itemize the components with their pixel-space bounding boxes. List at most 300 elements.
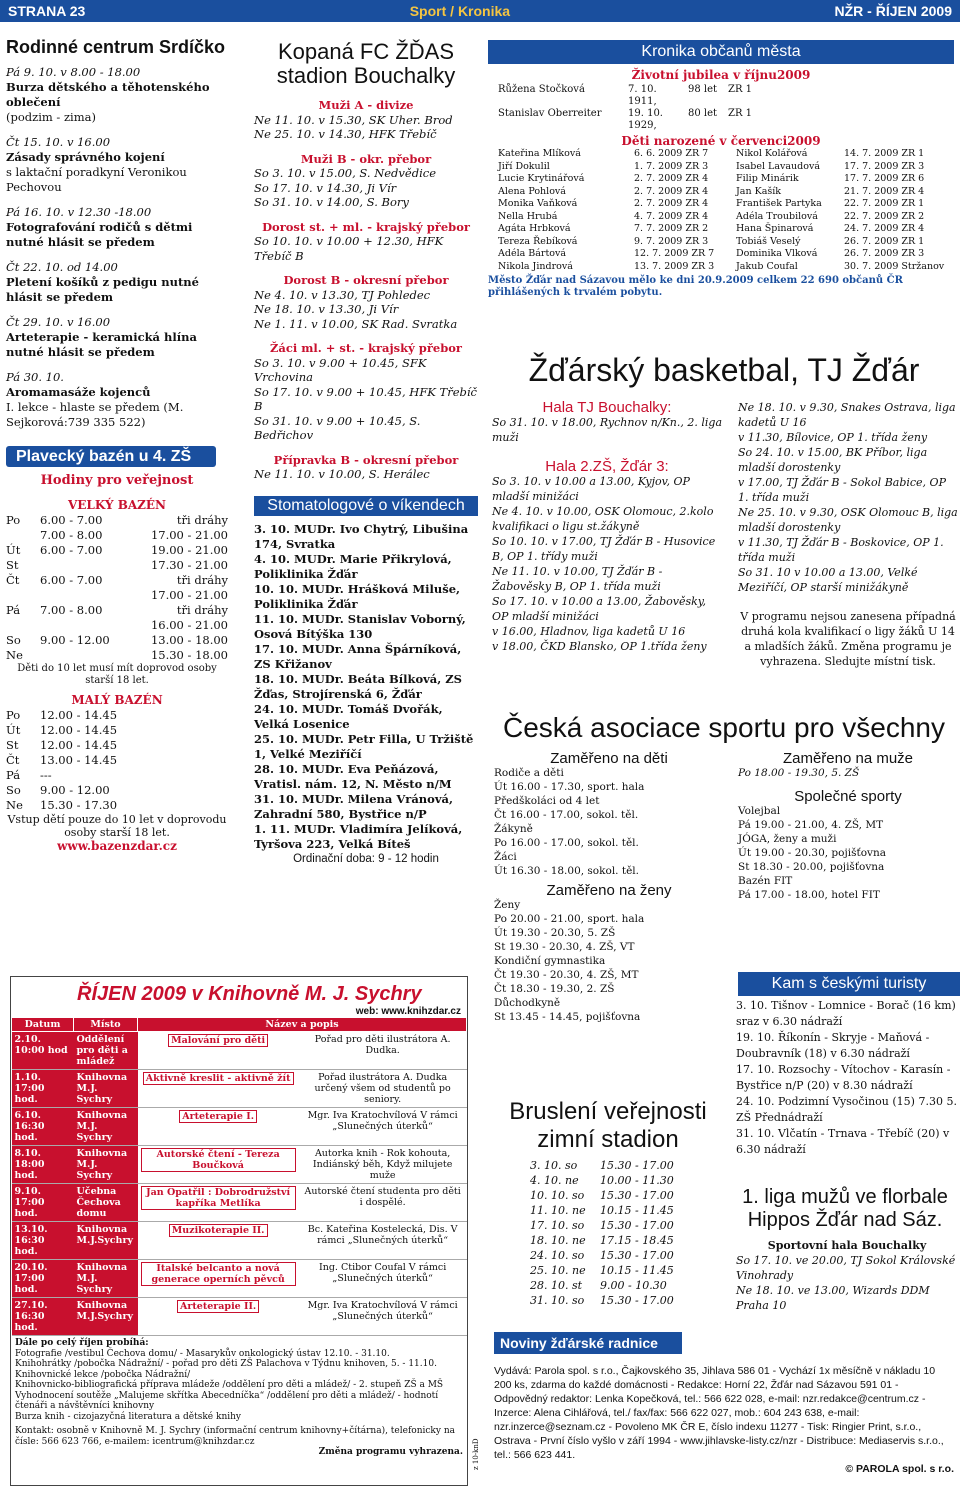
library-date: 6.10. 16:30 hod. [12, 1108, 74, 1146]
asoc-line: Čt 16.00 - 17.00, sokol. těl. [494, 809, 639, 821]
item-title: Pletení košíků z pedigu nutné hlásit se předem [6, 275, 199, 304]
library-desc: Ing. Ctibor Coufal V rámci „Slunečných úterků“ [299, 1260, 467, 1298]
basket-match: So 3. 10. v 10.00 a 13.00, Kyjov, OP mladší minižáci [492, 475, 690, 503]
match-line: Ne 11. 10. v 10.00, S. Herálec [254, 467, 430, 481]
kronika-column [488, 40, 954, 299]
library-more-item: Burza knih - cizojazyčná literatura a dětské knihy [15, 1411, 242, 1422]
small-pool-note: Vstup dětí pouze do 10 let v doprovodu osoby starší 18 let. [7, 813, 227, 839]
asoc-title: Česká asociace sportu pro všechny [503, 712, 945, 743]
florbal-match: Ne 18. 10. ve 13.00, Wizards DDM Praha 10 [736, 1284, 930, 1312]
pool-cell: 9.00 - 12.00 [40, 783, 110, 797]
skating-cell: 15.30 - 17.00 [600, 1294, 674, 1307]
born-cell: 7. 7. 2009 ZR 2 [634, 223, 709, 234]
dentist-line: 4. 10. MUDr. Marie Přikrylová, Poliklinika Žďár [254, 552, 452, 581]
skating-cell: 17. 10. so [530, 1219, 585, 1232]
jubilee-cell: ZR 1 [728, 108, 753, 119]
library-date: 9.10. 17:00 hod. [12, 1184, 74, 1222]
match-line: So 31. 10. v 14.00, S. Bory [254, 195, 409, 209]
jubilee-cell: Stanislav Oberreiter [498, 108, 602, 119]
asoc-right [738, 752, 958, 902]
srdicko-item [6, 370, 228, 430]
pool-row [6, 798, 228, 813]
stomat-hours: Ordinační doba: 9 - 12 hodin [293, 853, 439, 865]
kopana-column [254, 40, 478, 867]
library-place: Oddělení pro děti a mládež [74, 1032, 138, 1070]
pool-cell: Ne [6, 798, 23, 812]
born-cell: Lucie Krytinářová [498, 173, 585, 184]
match-line: Ne 25. 10. v 14.30, HFK Třebíč [254, 127, 437, 141]
match-group-title: Muži A - divize [318, 98, 414, 112]
library-desc: Pořad pro děti ilustrátora A. Dudka. [299, 1032, 467, 1070]
born-cell: 12. 7. 2009 ZR 7 [634, 248, 715, 259]
pool-cell: So [6, 633, 21, 647]
pool-cell: 12.00 - 14.45 [40, 708, 118, 722]
asoc-line: Důchodkyně [494, 997, 561, 1009]
born-row [498, 211, 736, 224]
library-place: Knihovna M.J. Sychry [74, 1146, 138, 1184]
deti-title: Zaměřeno na děti [550, 750, 668, 767]
library-event [138, 1032, 299, 1070]
library-event [138, 1070, 299, 1108]
item-date: Čt 15. 10. v 16.00 [6, 135, 111, 149]
srdicko-item [6, 315, 228, 360]
big-pool-table [6, 513, 228, 663]
page-header [0, 0, 960, 22]
skating-cell: 15.30 - 17.00 [600, 1249, 674, 1262]
asoc-line: Žáci [494, 851, 517, 863]
page-number: STRANA 23 [8, 3, 86, 19]
skating-row [530, 1203, 710, 1218]
born-cell: 6. 6. 2009 ZR 7 [634, 148, 709, 159]
pool-cell: 16.00 - 21.00 [150, 618, 228, 632]
pool-cell: 17.00 - 21.00 [150, 588, 228, 602]
col-misto: Místo [74, 1018, 138, 1032]
asoc-line: Ženy [494, 899, 521, 911]
match-line: So 10. 10. v 10.00 + 12.30, HFK Třebíč B [254, 234, 444, 263]
library-event [138, 1260, 299, 1298]
item-date: Čt 22. 10. od 14.00 [6, 260, 118, 274]
impressum [494, 1364, 954, 1476]
library-desc: Pořad ilustrátora A. Dudka určený všem od studentů po seniory. [299, 1070, 467, 1108]
item-date: Pá 16. 10. v 12.30 -18.00 [6, 205, 152, 219]
dentist-line: 10. 10. MUDr. Hrášková Miluše, Poliklinika Žďár [254, 582, 461, 611]
pool-cell [6, 588, 40, 603]
pool-cell: Čt [6, 573, 20, 587]
pool-cell: St [6, 738, 19, 752]
bazen-hours-title: Hodiny pro veřejnost [40, 473, 194, 488]
match-group-title: Žáci ml. + st. - krajský přebor [270, 341, 462, 355]
born-cell: 2. 7. 2009 ZR 4 [634, 198, 709, 209]
born-row [498, 248, 736, 261]
trip-line: 17. 10. Rozsochy - Vítochov - Karasín - Bystřice n/P (20) v 8.30 nádraží [736, 1063, 951, 1092]
asoc-line: Pá 19.00 - 21.00, 4. ZŠ, MT [738, 819, 884, 831]
skating-row [530, 1173, 710, 1188]
dentist-line: 24. 10. MUDr. Tomáš Dvořák, Velká Losenice [254, 702, 443, 731]
bazen-web-link[interactable]: www.bazenzdar.cz [57, 839, 177, 853]
bazen-title: Plavecký bazén u 4. ZŠ [6, 446, 216, 467]
library-change: Změna programu vyhrazena. [318, 1447, 463, 1457]
jubilee-cell: 80 let [688, 108, 718, 119]
skating-cell: 28. 10. st [530, 1279, 583, 1292]
brusleni-title: Bruslení veřejnosti zimní stadion [509, 1098, 707, 1153]
pool-cell: 6.00 - 7.00 [40, 543, 103, 557]
pool-cell: Pá [6, 768, 21, 782]
pool-cell [40, 588, 112, 603]
hall1-title: Hala TJ Bouchalky: [542, 399, 672, 416]
born-cell: Nikol Kolářová [736, 148, 808, 159]
library-place: Knihovna M.J.Sychry [74, 1298, 138, 1336]
skating-cell: 25. 10. ne [530, 1264, 586, 1277]
asoc-line: Předškoláci od 4 let [494, 795, 600, 807]
item-date: Pá 9. 10. v 8.00 - 18.00 [6, 65, 141, 79]
basket-note: V programu nejsou zanesena případná druhá kola kvalifikací o ligy žáků U 14 a mladších žáků. Změna programu je vyhrazena. Sledujte místní tisk. [740, 610, 956, 668]
asoc-line: Po 20.00 - 21.00, sport. hala [494, 913, 645, 925]
skating-cell: 18. 10. ne [530, 1234, 586, 1247]
born-cell: 2. 7. 2009 ZR 4 [634, 173, 709, 184]
library-row [12, 1298, 467, 1336]
asoc-line: Pá 17.00 - 18.00, hotel FIT [738, 889, 880, 901]
pool-cell: Út [6, 543, 21, 557]
skating-cell: 10.15 - 11.45 [600, 1204, 674, 1217]
stomat-list [254, 522, 478, 851]
skating-cell: 9.00 - 10.30 [600, 1279, 667, 1292]
born-cell: 14. 7. 2009 ZR 1 [844, 148, 925, 159]
asoc-line: Čt 19.30 - 20.30, 4. ZŠ, MT [494, 969, 639, 981]
pool-cell [40, 618, 112, 633]
dentist-line: 11. 10. MUDr. Stanislav Voborný, Osová Bítýška 130 [254, 612, 466, 641]
born-row [736, 161, 954, 174]
library-row [12, 1260, 467, 1298]
item-note: I. lekce - hlaste se předem (M. Sejkorová:739 335 522) [6, 400, 184, 429]
jubilee-cell: 7. 10. 1911, [628, 84, 657, 107]
library-event-name: Italské belcanto a nová generace operních pěvců [141, 1262, 296, 1286]
skating-row [530, 1158, 710, 1173]
library-event-name: Aktivně kreslit - aktivně žít [143, 1072, 294, 1085]
pool-cell: 17.30 - 21.00 [150, 558, 228, 572]
born-row [498, 198, 736, 211]
basket-match: So 31. 10 v 10.00 a 13.00, Velké Meziříčí, OP starší minižákyně [738, 566, 918, 594]
library-desc: Autorka knih - Rok kohouta, Indiánský běh, Když milujete muže [299, 1146, 467, 1184]
item-title: Arteterapie - keramická hlína nutné hlásit se předem [6, 330, 197, 359]
skating-cell: 15.30 - 17.00 [600, 1189, 674, 1202]
asoc-line: Út 19.30 - 20.30, 5. ZŠ [494, 927, 616, 939]
born-cell: 26. 7. 2009 ZR 1 [844, 235, 925, 247]
pool-cell: So [6, 783, 21, 797]
stomat-title: Stomatologové o víkendech [254, 496, 478, 517]
library-row [12, 1032, 467, 1070]
born-cell: 17. 7. 2009 ZR 6 [844, 173, 925, 184]
dentist-line: 1. 11. MUDr. Vladimíra Jelíková, Tyršova 223, Velká Bíteš [254, 822, 463, 851]
born-row [498, 223, 736, 236]
pool-row [6, 723, 228, 738]
srdicko-item [6, 65, 228, 125]
born-cell: 2. 7. 2009 ZR 4 [634, 185, 709, 197]
match-line: So 31. 10. v 9.00 + 10.45, S. Bedřichov [254, 413, 421, 442]
asoc-line: Žákyně [494, 823, 533, 835]
born-cell: 17. 7. 2009 ZR 3 [844, 160, 925, 172]
skating-cell: 15.30 - 17.00 [600, 1219, 674, 1232]
pool-cell: tři dráhy [176, 603, 228, 617]
srdicko-list [6, 65, 228, 430]
skating-cell: 15.30 - 17.00 [600, 1159, 674, 1172]
jubilee-cell: 19. 10. 1929, [628, 108, 663, 131]
jubilee-cell: Růžena Stočková [498, 84, 585, 95]
srdicko-title: Rodinné centrum Srdíčko [6, 37, 226, 57]
born-row [736, 223, 954, 236]
brusleni-table [530, 1158, 710, 1308]
dentist-line: 31. 10. MUDr. Milena Vránová, Zahradní 580, Bystřice n/P [254, 792, 453, 821]
born-row [736, 186, 954, 199]
asoc-line: St 19.30 - 20.30, 4. ZŠ, VT [494, 941, 635, 953]
basket-left [492, 400, 722, 654]
trip-line: 24. 10. Podzimní Vysočinou (15) 7.30 5. ZŠ Přednádraží [736, 1095, 957, 1124]
col-nazev: Název a popis [138, 1018, 467, 1032]
small-pool-table [6, 708, 228, 813]
library-more-item: Fotografie /vestibul Čechova domu/ - Masarykův onkologický ústav 12.10. - 31.10. [15, 1348, 390, 1359]
pool-cell: 6.00 - 7.00 [40, 573, 103, 587]
library-row [12, 1146, 467, 1184]
pool-cell [6, 528, 40, 543]
pool-cell [40, 558, 112, 573]
born-cell: 4. 7. 2009 ZR 4 [634, 210, 709, 222]
jubilee-cell: ZR 1 [728, 84, 753, 95]
skating-cell: 10.00 - 11.30 [600, 1174, 674, 1187]
pool-row [6, 618, 228, 633]
pool-row [6, 783, 228, 798]
basket-match: So 10. 10. v 17.00, TJ Žďár B - Husovice B, OP 1. třídy muži [492, 535, 716, 563]
item-title: Fotografování rodičů s dětmi nutné hlásit se předem [6, 220, 193, 249]
library-place: Knihovna M.J. Sychry [74, 1108, 138, 1146]
basket-match: So 31. 10. v 18.00, Rychnov n/Kn., 2. liga muži [492, 416, 723, 444]
dentist-line: 25. 10. MUDr. Petr Filla, U Tržiště 1, Velké Meziříčí [254, 732, 474, 761]
born-cell: 22. 7. 2009 ZR 1 [844, 198, 925, 209]
library-date: 1.10. 17:00 hod. [12, 1070, 74, 1108]
skating-row [530, 1263, 710, 1278]
pool-cell: 17.00 - 21.00 [150, 528, 228, 542]
population-summary: Město Žďár nad Sázavou mělo ke dni 20.9.2009 celkem 22 690 občanů ČR přihlášených k trvalém pobytu. [488, 275, 903, 298]
skating-row [530, 1248, 710, 1263]
match-group-title: Muži B - okr. přebor [300, 151, 432, 166]
asoc-line: Bazén FIT [738, 875, 793, 887]
pool-cell: 7.00 - 8.00 [40, 528, 103, 542]
library-row [12, 1184, 467, 1222]
born-cell: Kateřina Mlíková [498, 148, 581, 159]
basket-match: v 11.30, TJ Žďár B - Boskovice, OP 1. třída muži [738, 536, 944, 564]
pool-row [6, 633, 228, 648]
library-more-title: Dále po celý říjen probíhá: [15, 1338, 149, 1348]
library-event-name: Arteterapie II. [177, 1300, 259, 1313]
pool-cell: Po [6, 513, 21, 527]
impressum-text: Vydává: Parola spol. s r.o., Čajkovského 35, Jihlava 586 01 - Vychází 1x měsíčně v nákladu 10 200 ks, zdarma do každé domácnosti - Redakce: Horní 22, Žďár nad Sázavou 591 01 - Odpovědný redaktor: Lenka Kopečková, tel.: 566 622 028, e-mail: nzr.redakce@centrum.cz - Inzerce: Alena Cihlářová, tel./ fax/fax: 566 622 027, mob.: 604 243 638, e-mail: nzr.inzerce@seznam.cz - Povoleno MK ČR E, číslo indexu 11277 - Tisk: Ringier Print, s.r.o., Ostrava - První číslo vyšlo v září 1994 - www.jihlavske-listy.cz/nzr - Distribuce: Mediaservis s.r.o., tel.: 566 623 441. [494, 1365, 944, 1461]
item-date: Čt 29. 10. v 16.00 [6, 315, 111, 329]
florbal-title: 1. liga mužů ve florbale Hippos Žďár nad Sáz. [742, 1186, 948, 1231]
asoc-line: Út 16.00 - 17.30, sport. hala [494, 781, 645, 793]
library-event [138, 1184, 299, 1222]
skating-cell: 3. 10. so [530, 1159, 578, 1172]
small-pool-title: MALÝ BAZÉN [71, 693, 163, 707]
florbal-box [736, 1238, 958, 1313]
skating-cell: 4. 10. ne [530, 1174, 579, 1187]
born-cell: Alena Pohlová [498, 185, 566, 197]
basket-match: v 17.00, TJ Žďár B - Sokol Babice, OP 1. třída muži [738, 476, 946, 504]
born-row [498, 148, 736, 161]
jubilee-table [488, 84, 954, 132]
library-event-name: Jan Opatřil : Dobrodružství kapříka Metlíka [141, 1186, 296, 1210]
item-title: Burza dětského a těhotenského oblečení [6, 80, 210, 109]
born-row [736, 198, 954, 211]
pool-row [6, 738, 228, 753]
born-row [736, 261, 954, 274]
skating-row [530, 1278, 710, 1293]
hall2-title: Hala 2.ZŠ, Žďár 3: [545, 458, 669, 475]
pool-cell: 15.30 - 18.00 [150, 648, 228, 662]
jubilee-cell: 98 let [688, 84, 718, 95]
born-cell: Monika Vaňková [498, 198, 578, 209]
pool-cell: 6.00 - 7.00 [40, 513, 103, 527]
match-line: So 3. 10. v 15.00, S. Nedvědice [254, 166, 437, 180]
library-place: Knihovna M.J.Sychry [74, 1222, 138, 1260]
born-cell: Dominika Vlková [736, 248, 818, 259]
trip-line: 3. 10. Tišnov - Lomnice - Borač (16 km) sraz v 6.30 nádraží [736, 999, 956, 1028]
pool-cell: Čt [6, 753, 20, 767]
muze-title: Zaměřeno na muže [782, 750, 914, 767]
pool-cell [40, 648, 112, 663]
asoc-line: St 18.30 - 20.00, pojišťovna [738, 861, 885, 873]
library-event-name: Malování pro děti [168, 1034, 268, 1047]
basket-match: v 18.00, ČKD Blansko, OP 1.třída ženy [492, 640, 707, 653]
dentist-line: 3. 10. MUDr. Ivo Chytrý, Libušina 174, Svratka [254, 522, 469, 551]
born-cell: Nikola Jindrová [498, 260, 573, 272]
born-cell: 30. 7. 2009 Stržanov [844, 260, 945, 272]
asoc-line: Volejbal [738, 805, 781, 817]
pool-row [6, 603, 228, 618]
trip-line: 19. 10. Říkonín - Skryje - Maňová - Doubravník (18) v 6.30 nádraží [736, 1031, 930, 1060]
florbal-hall: Sportovní hala Bouchalky [767, 1239, 927, 1252]
library-event-name: Arteterapie I. [179, 1110, 257, 1123]
library-place: Učebna Čechova domu [74, 1184, 138, 1222]
item-title: Aromamasáže kojenců [6, 385, 151, 399]
big-pool-title: VELKÝ BAZÉN [67, 498, 167, 512]
library-event [138, 1146, 299, 1184]
born-row [736, 148, 954, 161]
library-table [11, 1017, 467, 1336]
srdicko-item [6, 135, 228, 195]
library-more-item: Knihovnické lekce /pobočka Nádražní/ [15, 1369, 191, 1380]
florbal-match: So 17. 10. ve 20.00, TJ Sokol Královské Vinohrady [736, 1254, 956, 1282]
born-cell: 24. 7. 2009 ZR 4 [844, 223, 925, 234]
pool-cell: 15.30 - 17.30 [40, 798, 118, 812]
born-row [498, 161, 736, 174]
born-row [736, 211, 954, 224]
skating-cell: 31. 10. so [530, 1294, 585, 1307]
pool-row [6, 588, 228, 603]
basket-match: So 24. 10. v 15.00, BK Příbor, liga mladší dorostenky [738, 446, 928, 474]
pool-cell: --- [40, 768, 52, 782]
pool-cell: Pá [6, 603, 21, 617]
library-row [12, 1222, 467, 1260]
library-desc: Mgr. Iva Kratochvílová V rámci „Slunečných úterků“ [299, 1298, 467, 1336]
pool-row [6, 543, 228, 558]
issue-label: NŽR - ŘÍJEN 2009 [834, 3, 952, 19]
match-group-title: Dorost st. + ml. - krajský přebor [262, 219, 470, 234]
born-row [498, 173, 736, 186]
library-date: 13.10. 16:30 hod. [12, 1222, 74, 1260]
pool-row [6, 558, 228, 573]
pool-row [6, 648, 228, 663]
born-row [736, 248, 954, 261]
born-cell: Isabel Lavaudová [736, 160, 821, 172]
kronika-title: Kronika občanů města [488, 40, 954, 64]
library-row [12, 1070, 467, 1108]
pool-row [6, 708, 228, 723]
library-title: ŘÍJEN 2009 v Knihovně M. J. Sychry [77, 983, 422, 1005]
born-cell: Hana Špinarová [736, 223, 814, 234]
born-row [736, 173, 954, 186]
library-date: 20.10. 17:00 hod. [12, 1260, 74, 1298]
born-cell: Tereza Řebíková [498, 235, 578, 247]
skating-row [530, 1293, 710, 1308]
pool-cell: St [6, 558, 19, 572]
born-row [498, 186, 736, 199]
born-cell: Jakub Coufal [736, 260, 798, 272]
basket-match: Ne 4. 10. v 10.00, OSK Olomouc, 2.kolo kvalifikaci o ligu st.žákyně [492, 505, 714, 533]
born-cell: Jiří Dokulil [498, 160, 550, 172]
pool-cell: tři dráhy [176, 513, 228, 527]
basket-title: Žďárský basketbal, TJ Žďár [528, 352, 920, 388]
asoc-line: Út 16.30 - 18.00, sokol. těl. [494, 865, 639, 877]
library-place: Knihovna M.J. Sychry [74, 1260, 138, 1298]
dentist-line: 28. 10. MUDr. Eva Peňázová, Vratisl. nám. 12, N. Město n/M [254, 762, 452, 791]
basket-match: So 17. 10. v 10.00 a 13.00, Žabověsky, OP mladší minižáci [492, 595, 707, 623]
library-box [10, 976, 468, 1486]
noviny-title: Noviny žďárské radnice [494, 1332, 682, 1354]
match-line: So 17. 10. v 14.30, Ji Vír [254, 180, 397, 195]
col-datum: Datum [12, 1018, 74, 1032]
asoc-line: Út 19.00 - 20.30, pojišťovna [738, 847, 886, 859]
born-cell: 13. 7. 2009 ZR 3 [634, 260, 715, 272]
skating-cell: 17.15 - 18.45 [600, 1234, 674, 1247]
born-cell: 1. 7. 2009 ZR 3 [634, 160, 709, 172]
match-group-title: Přípravka B - okresní přebor [273, 452, 459, 467]
born-cell: Adéla Bártová [498, 248, 567, 259]
asoc-line: JÓGA, ženy a muži [738, 833, 837, 845]
born-table [488, 148, 954, 273]
library-row [12, 1108, 467, 1146]
basket-match: Ne 11. 10. v 10.00, TJ Žďár B - Žabověsky B, OP 1. třída muži [492, 565, 663, 593]
library-more-item: Knihohrátky /pobočka Nádražní/ - pořad pro děti ZŠ Palachova v Týdnu knihoven, 5. - 11.10. [15, 1359, 437, 1369]
item-note: (podzim - zima) [6, 110, 96, 124]
library-web[interactable]: web: www.knihzdar.cz [355, 1006, 461, 1017]
pool-cell: 19.00 - 21.00 [150, 543, 228, 557]
basket-right [738, 400, 958, 669]
born-cell: Adéla Troubilová [736, 210, 818, 222]
pool-row [6, 768, 228, 783]
pool-cell: Ne [6, 648, 23, 662]
pool-row [6, 528, 228, 543]
big-pool-note: Děti do 10 let musí mít doprovod osoby starší 18 let. [17, 663, 217, 686]
kopana-schedule [254, 98, 478, 482]
library-more-item: Vyhodnocení soutěže „Malujeme skřítka Abecedníčka“ /oddělení pro děti a mládež/ - hodnotí čtenáři a návštěvníci knihovny [15, 1390, 439, 1411]
library-desc: Mgr. Iva Kratochvílová V rámci „Slunečných úterků“ [299, 1108, 467, 1146]
basket-match: Ne 25. 10. v 9.30, OSK Olomouc B, liga mladší dorostenky [738, 506, 958, 534]
library-more-item: Knihovnicko-bibliografická příprava mládeže /oddělení pro děti a mládež/ - 2. stupeň ZŠ a MŠ [15, 1380, 444, 1390]
born-title: Děti narozené v červenci2009 [621, 134, 821, 148]
pool-row [6, 513, 228, 528]
skating-cell: 10. 10. so [530, 1189, 585, 1202]
library-event [138, 1108, 299, 1146]
pool-cell: 12.00 - 14.45 [40, 723, 118, 737]
basket-match: Ne 18. 10. v 9.30, Snakes Ostrava, liga kadetů U 16 [738, 401, 956, 429]
